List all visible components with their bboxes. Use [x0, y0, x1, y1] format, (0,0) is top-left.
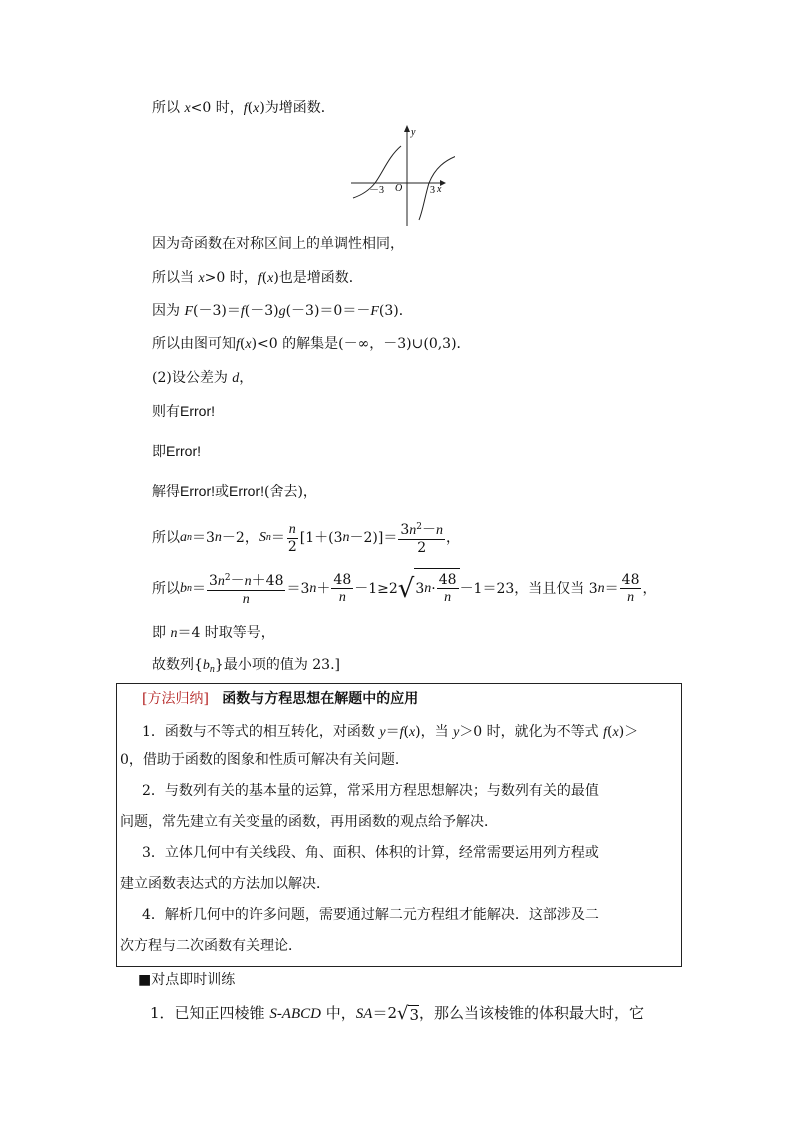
- text: 因为: [152, 303, 185, 319]
- line-7: [152, 402, 215, 421]
- text: (－3): [244, 303, 279, 319]
- box-point-4-cont: [120, 937, 302, 955]
- var: n: [244, 573, 252, 589]
- practice-header: [138, 971, 235, 989]
- var: n: [288, 521, 296, 537]
- text: (: [607, 724, 613, 740]
- error-field: Error!: [166, 443, 201, 459]
- var: d: [232, 371, 240, 386]
- radical-sign-icon: √: [397, 573, 415, 604]
- y-axis-label: y: [411, 127, 416, 138]
- box-point-1-cont: [120, 751, 409, 769]
- var: b: [180, 580, 187, 596]
- var: x: [198, 271, 205, 286]
- var: n: [444, 590, 452, 605]
- subscript: n: [187, 582, 192, 594]
- var: f: [236, 337, 240, 352]
- line-5: [152, 335, 471, 354]
- var: f: [603, 725, 607, 740]
- text: 建立函数表达式的方法加以解决．: [120, 876, 330, 892]
- var: f: [240, 304, 245, 319]
- text: 2: [417, 540, 427, 556]
- question-1: [150, 1002, 644, 1024]
- var: f: [257, 271, 262, 286]
- x-axis-label: x: [437, 184, 442, 195]
- text: 3: [409, 1005, 420, 1024]
- text: －2，: [221, 529, 259, 546]
- text: 所以: [152, 529, 180, 546]
- line-10: [152, 519, 460, 556]
- text: 所以: [152, 100, 185, 116]
- tick-neg-3: －3: [369, 185, 384, 196]
- fraction: [207, 570, 285, 608]
- text: 0，借助于函数的图象和性质可解决有关问题．: [120, 752, 409, 768]
- box-title: [142, 690, 418, 708]
- text: －1≥2: [354, 580, 398, 597]
- text: (: [247, 100, 254, 116]
- var: n: [170, 626, 178, 641]
- fraction: [331, 572, 353, 606]
- var: x: [184, 101, 191, 116]
- text: ＝: [192, 580, 206, 597]
- function-graph: [345, 122, 455, 228]
- text: 1．函数与不等式的相互转化，对函数: [142, 724, 380, 740]
- fraction: [437, 572, 459, 606]
- text: 即: [152, 444, 166, 460]
- text: 48: [621, 571, 640, 588]
- text: －2)]＝: [349, 529, 398, 546]
- line-1: [152, 99, 335, 118]
- text: )也是增函数．: [273, 270, 363, 286]
- var: S-ABCD: [269, 1006, 321, 1022]
- box-point-2: [142, 782, 599, 800]
- text: 所以: [152, 580, 180, 597]
- text: }最小项的值为 23.]: [214, 657, 341, 673]
- var: f: [243, 101, 248, 116]
- text: ＞0 时，就化为不等式: [459, 724, 604, 740]
- text: 3．立体几何中有关线段、角、面积、体积的计算，经常需要运用列方程或: [142, 845, 599, 861]
- text: (: [261, 270, 268, 286]
- radical-sign-icon: √: [396, 1003, 409, 1024]
- var: a: [180, 529, 187, 545]
- error-field: Error!: [229, 483, 264, 499]
- var: SA: [355, 1006, 373, 1022]
- y-axis-arrow: [404, 125, 410, 132]
- error-field: Error!: [180, 483, 215, 499]
- var: n: [214, 529, 222, 545]
- fraction: [398, 519, 445, 556]
- text: ，: [642, 580, 657, 597]
- square-root: [398, 568, 460, 609]
- text: 48: [438, 572, 457, 588]
- box-point-1: [142, 723, 638, 742]
- var: x: [253, 101, 260, 116]
- box-point-3: [142, 844, 599, 862]
- var: F: [184, 304, 194, 319]
- var: y: [379, 725, 386, 740]
- text: )＞: [618, 724, 639, 740]
- var: x: [267, 271, 274, 286]
- box-point-3-cont: [120, 875, 330, 893]
- square-root: [397, 1005, 419, 1024]
- text: 3: [209, 572, 218, 589]
- text: ，: [446, 529, 461, 546]
- line-11: [152, 568, 656, 609]
- superscript: 2: [416, 522, 423, 532]
- box-point-4: [142, 906, 599, 924]
- var: x: [612, 725, 619, 740]
- var: n: [436, 523, 444, 538]
- text: 则有: [152, 404, 180, 420]
- text: (舍去)，: [264, 484, 317, 500]
- subscript: n: [187, 531, 192, 543]
- line-3: [152, 269, 363, 288]
- var: x: [408, 725, 416, 740]
- var: n: [217, 573, 225, 589]
- subscript: n: [265, 531, 271, 543]
- text: 48: [333, 571, 352, 588]
- text: －: [230, 572, 245, 589]
- text: 次方程与二次函数有关理论．: [120, 938, 302, 954]
- var: n: [424, 581, 432, 596]
- text: 3: [415, 581, 425, 597]
- text: (3)．: [378, 303, 413, 319]
- text: (: [239, 336, 246, 352]
- text: >0 时，: [204, 270, 258, 286]
- var: n: [342, 529, 350, 545]
- text: ，那么当该棱锥的体积最大时，它: [419, 1004, 645, 1022]
- text: －1＝23，当且仅当 3: [459, 580, 598, 597]
- line-4: [152, 302, 413, 321]
- var: n: [338, 589, 346, 605]
- box-heading: 函数与方程思想在解题中的应用: [222, 691, 419, 707]
- var: n: [309, 580, 317, 596]
- subscript: n: [209, 664, 215, 675]
- text: (2)设公差为: [152, 370, 233, 386]
- text: ＝3: [286, 580, 310, 597]
- text: ＋48: [251, 572, 284, 589]
- text: 因为奇函数在对称区间上的单调性相同，: [152, 236, 404, 252]
- tick-pos-3: 3: [430, 185, 435, 196]
- text: ＋: [316, 580, 331, 597]
- text: ·: [431, 581, 436, 597]
- text: 问题，常先建立有关变量的函数，再用函数的观点给予解决．: [120, 814, 498, 830]
- text: )<0 的解集是(－∞，－3)∪(0,3)．: [251, 336, 471, 352]
- text: (－3)＝0＝－: [285, 303, 371, 319]
- text: ＝: [270, 529, 285, 546]
- var: n: [597, 580, 605, 596]
- text: 即: [152, 625, 171, 641]
- text: 所以由图可知: [152, 336, 236, 352]
- fraction: [286, 521, 299, 555]
- text: 所以当: [152, 270, 199, 286]
- text: 解得: [152, 484, 180, 500]
- line-6: [152, 369, 253, 388]
- text: 2: [287, 538, 297, 555]
- text: 1．已知正四棱锥: [150, 1004, 270, 1022]
- var: S: [258, 529, 266, 545]
- text: (－3)＝: [193, 303, 241, 319]
- text: )，当: [415, 724, 454, 740]
- var: n: [242, 591, 250, 607]
- text: －: [422, 522, 437, 538]
- var: n: [627, 589, 635, 605]
- text: ＝: [385, 724, 400, 740]
- text: <0 时，: [190, 100, 244, 116]
- text: ■对点即时训练: [138, 972, 236, 988]
- line-9: [152, 482, 317, 501]
- origin-label: O: [395, 183, 403, 194]
- method-tag: [方法归纳]: [142, 691, 209, 707]
- var: y: [453, 725, 460, 740]
- text: (: [403, 724, 409, 740]
- text: 2．与数列有关的基本量的运算，常采用方程思想解决；与数列有关的最值: [142, 783, 599, 799]
- text: ，: [239, 370, 254, 386]
- line-12: [152, 624, 275, 643]
- line-13: [152, 656, 340, 679]
- text: 4．解析几何中的许多问题，需要通过解二元方程组才能解决．这部涉及二: [142, 907, 599, 923]
- fraction: [620, 572, 642, 606]
- text: 故数列{: [152, 657, 203, 673]
- text: 中，: [320, 1004, 356, 1022]
- text: 或: [215, 484, 229, 500]
- var: b: [202, 658, 210, 673]
- error-field: Error!: [180, 403, 215, 419]
- superscript: 2: [224, 572, 231, 583]
- text: [1＋(3: [299, 529, 343, 546]
- var: n: [409, 523, 417, 538]
- line-8: [152, 442, 201, 461]
- box-point-2-cont: [120, 813, 498, 831]
- text: ＝3: [192, 529, 215, 546]
- var: f: [399, 725, 404, 740]
- var: x: [245, 337, 252, 352]
- var: F: [370, 304, 379, 319]
- text: 3: [400, 522, 410, 538]
- line-2: [152, 235, 404, 253]
- text: )为增函数．: [259, 100, 335, 116]
- var: g: [278, 304, 286, 319]
- text: ＝: [604, 580, 619, 597]
- text: ＝2: [372, 1004, 397, 1022]
- text: ＝4 时取等号，: [177, 625, 275, 641]
